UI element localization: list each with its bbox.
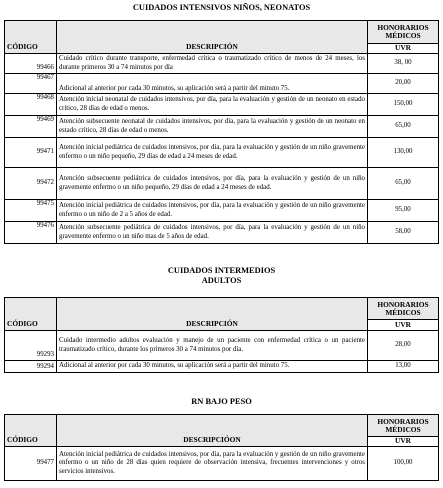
table-row-description: Atención inicial neonatal de cuidados intensivos, por día, para la evaluación y gestión de un neonato en estado crítico, 28 días de edad o menos. [57,94,368,116]
table-row-uvr: 150,00 [368,94,439,116]
table-row-description: Atención inicial pediátrica de cuidados intensivos, por día, para la evaluación y gestión de un niño gravemente enfermo o un niño de 28 días quien requiere de observación intensiva, frecuentes intervenciones y otros servicios intensivos. [57,447,368,481]
table-row-uvr: 58,00 [368,222,439,244]
table-row-description: Atención inicial pediátrica de cuidados intensivos, por día, para la evaluación y gestión de un niño gravemente enfermo o un niño pequeño, 29 días de edad a 24 meses de edad. [57,138,368,168]
table-row-code: 99467 [5,74,57,94]
fee-table-intermediate [4,297,439,373]
section-title: CUIDADOS INTERMEDIOS [167,266,276,275]
column-header-fees: HONORARIOS MÉDICOS [368,415,439,437]
column-header-description: DESCRIPCIÓN [57,21,368,54]
table-row-code: 99293 [5,331,57,361]
table-row-description: Atención inicial pediátrica de cuidados intensivos, por día, para la evaluación y gestión de un niño gravemente enfermo o un niño de 2 a 5 años de edad. [57,200,368,222]
table-row-code: 99472 [5,168,57,200]
column-header-uvr: UVR [368,437,439,447]
table-row-uvr: 65,00 [368,168,439,200]
table-row-uvr: 65,00 [368,116,439,138]
table-row-description: Cuidado intermedio adultos evaluación y manejo de un paciente con enfermedad crítica o un paciente traumatizado crítico, durante los primeros 30 a 74 minutos por día. [57,331,368,361]
table-row-code: 99475 [5,200,57,222]
column-header-uvr: UVR [368,44,439,54]
column-header-code: CÓDIGO [5,415,57,447]
table-row-code: 99471 [5,138,57,168]
column-header-fees: HONORARIOS MÉDICOS [368,298,439,320]
table-row-code: 99468 [5,94,57,116]
table-row-uvr: 20,00 [368,74,439,94]
table-row-description: Adicional al anterior por cada 30 minutos, su aplicación será a partir del minuto 75. [57,361,368,373]
table-row-code: 99469 [5,116,57,138]
column-header-code: CÓDIGO [5,21,57,54]
table-row-uvr: 13,00 [368,361,439,373]
column-header-description: DESCRIPCIÓN [57,298,368,331]
table-row-description: Atención subsecuente pediátrica de cuidados intensivos, por día, para la evaluación y gestión de un niño gravemente enfermo o un niño mas de 5 años de edad. [57,222,368,244]
column-header-uvr: UVR [368,320,439,331]
column-header-code: CÓDIGO [5,298,57,331]
fee-table-neonatal [4,20,439,244]
section-subtitle: ADULTOS [201,276,242,285]
section-title: CUIDADOS INTENSIVOS NIÑOS, NEONATOS [132,3,311,12]
column-header-description: DESCRIPCIÓON [57,415,368,447]
table-row-uvr: 100,00 [368,447,439,481]
table-row-code: 99466 [5,54,57,74]
table-row-description: Adicional al anterior por cada 30 minutos, su aplicación será a partir del minuto 75. [57,74,368,94]
table-row-uvr: 130,00 [368,138,439,168]
table-row-uvr: 38, 00 [368,54,439,74]
table-row-code: 99477 [5,447,57,481]
column-header-fees: HONORARIOS MÉDICOS [368,21,439,44]
section-title: RN BAJO PESO [191,397,252,406]
fee-table-low-birth-weight [4,414,439,481]
table-row-uvr: 95,00 [368,200,439,222]
table-row-code: 99294 [5,361,57,373]
table-row-uvr: 28,00 [368,331,439,361]
table-row-description: Cuidado crítico durante transporte, enfermedad crítica o traumatizado crítico de menos de 24 meses, los durante primeros 30 a 74 minutos por día [57,54,368,74]
table-row-description: Atención subsecuente neonatal de cuidados intensivos, por día, para la evaluación y gestión de un neonato en estado crítico, 28 días de edad o menos. [57,116,368,138]
table-row-code: 99476 [5,222,57,244]
table-row-description: Atención subsecuente pediátrica de cuidados intensivos, por día, para la evaluación y gestión de un niño gravemente enfermo o un niño pequeño, 29 días de edad a 24 meses de edad. [57,168,368,200]
